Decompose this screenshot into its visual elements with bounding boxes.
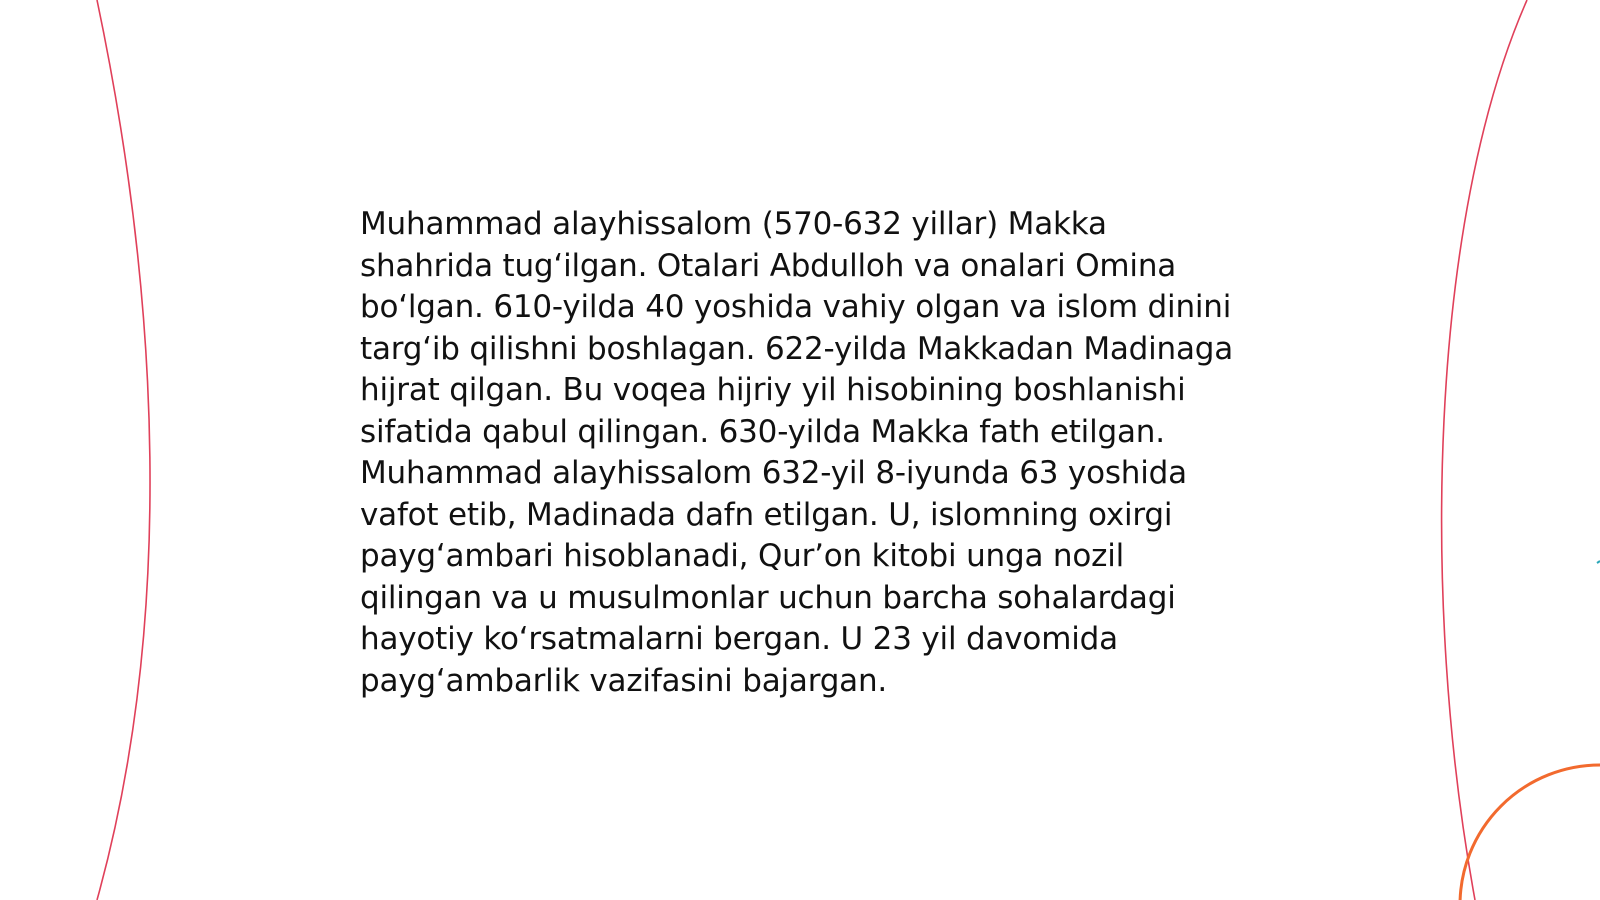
body-paragraph: Muhammad alayhissalom (570-632 yillar) Makka shahrida tug‘ilgan. Otalari Abdulloh va onalari Omina bo‘lgan. 610-yilda 40 yoshida vahiy olgan va islom dinini targ‘ib qilishni boshlagan. 622-yilda Makkadan Madinaga hijrat qilgan. Bu voqea hijriy yil hisobining boshlanishi sifatida qabul qilingan. 630-yilda Makka fath etilgan. Muhammad alayhissalom 632-yil 8-iyunda 63 yoshida vafot etib, Madinada dafn etilgan. U, islomning oxirgi payg‘ambari hisoblanadi, Qur’on kitobi unga nozil qilingan va u musulmonlar uchun barcha sohalardagi hayotiy ko‘rsatmalarni bergan. U 23 yil davomida payg‘ambarlik vazifasini bajargan. bbox=[360, 206, 1234, 699]
orange-arc bbox=[1460, 765, 1600, 900]
left-curve bbox=[97, 0, 150, 900]
right-curve bbox=[1442, 0, 1527, 900]
